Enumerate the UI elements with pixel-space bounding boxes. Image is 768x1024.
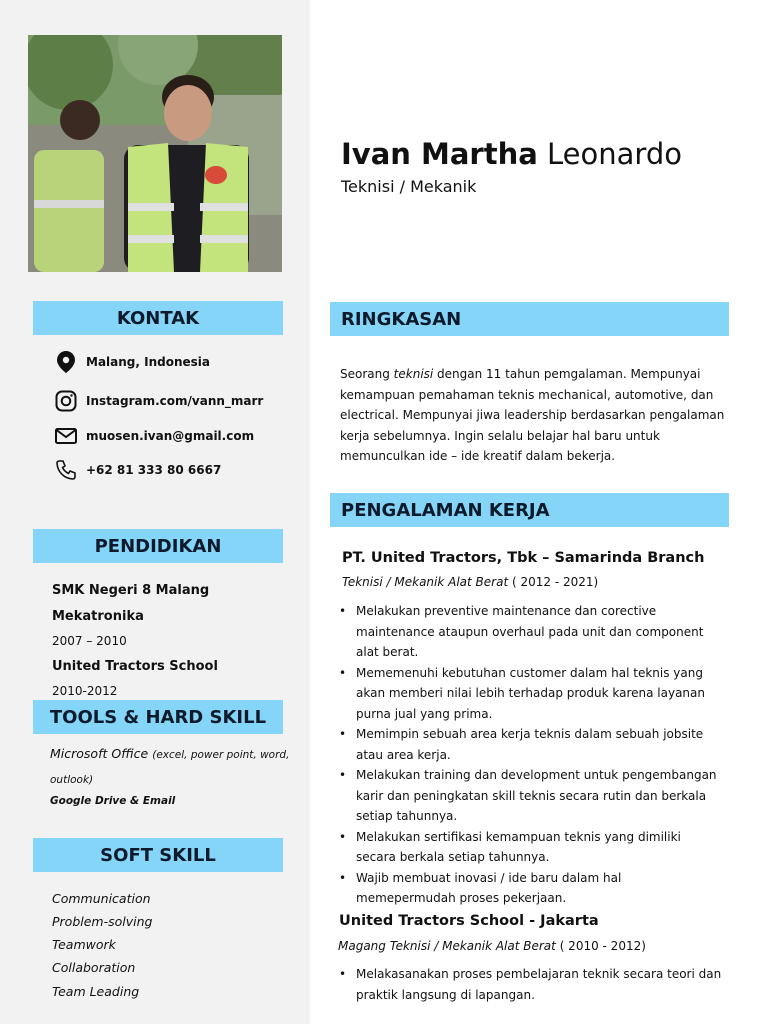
contact-instagram[interactable] [54,389,263,413]
full-name [341,137,682,171]
education-years-2: 2010-2012 [52,684,118,698]
location-pin-icon [54,350,78,374]
list-item: • Memimpin sebuah area kerja teknis dalam sebuah jobsite atau area kerja. [334,724,724,765]
job1-bullets [334,601,724,909]
profile-photo [28,35,282,272]
job2-meta [338,939,646,953]
summary-prefix: Seorang [340,367,394,381]
job2-position: Magang Teknisi / Mekanik Alat Berat [338,939,556,953]
soft-skill-item: Problem-solving [52,914,153,929]
instagram-icon [54,389,78,413]
job2-company: United Tractors School - Jakarta [339,913,599,929]
contact-instagram-text[interactable]: Instagram.com/vann_marr [86,394,264,408]
soft-skill-item: Team Leading [52,984,140,999]
tools-office-detail: (excel, power point, word, outlook) [50,749,290,786]
education-heading: PENDIDIKAN [33,529,283,563]
education-school-1: SMK Negeri 8 Malang [52,583,210,598]
soft-skill-item: Collaboration [52,960,136,975]
tools-google: Google Drive & Email [50,795,176,807]
job1-position: Teknisi / Mekanik Alat Berat [342,575,509,589]
job-role: Teknisi / Mekanik [341,177,477,196]
list-item: • Melakukan sertifikasi kemampuan teknis yang dimiliki secara berkala setiap tahunnya. [334,827,724,868]
contact-location-text: Malang, Indonesia [86,355,210,369]
list-item: • Melakasanakan proses pembelajaran teknik secara teori dan praktik langsung di lapangan. [334,964,724,1005]
soft-skill-heading: SOFT SKILL [33,838,283,872]
education-major-1: Mekatronika [52,609,144,624]
job1-company: PT. United Tractors, Tbk – Samarinda Branch [342,550,705,566]
contact-location [54,350,210,374]
contact-email-text[interactable]: muosen.ivan@gmail.com [86,429,255,443]
job1-period: ( 2012 - 2021) [511,575,599,589]
list-item: • Melakukan preventive maintenance dan corective maintenance ataupun overhaul pada unit dan component alat berat. [334,601,724,663]
job2-bullets [334,964,724,1005]
experience-heading: PENGALAMAN KERJA [330,493,729,527]
job1-meta [342,575,598,589]
summary-body: dengan 11 tahun pemgalaman. Mempunyai kemampuan pemahaman teknis mechanical, automotive, dan electrical. Mempunyai jiwa leadership berdasarkan pengalaman kerja sebelumnya. Ingin selalu belajar hal baru untuk memunculkan ide – ide kreatif dalam bekerja. [340,367,725,463]
contact-phone[interactable] [54,458,221,482]
summary-text [340,364,725,467]
summary-italic-word: teknisi [393,367,434,381]
tools-heading: TOOLS & HARD SKILL [33,700,283,734]
mail-icon [54,424,78,448]
tools-office-label: Microsoft Office [50,746,149,761]
tools-office [50,742,290,792]
soft-skill-item: Teamwork [52,937,116,952]
phone-icon [54,458,78,482]
summary-heading: RINGKASAN [330,302,729,336]
contact-phone-text[interactable]: +62 81 333 80 6667 [86,463,222,477]
first-name: Ivan Martha [341,137,538,171]
profile-photo-image [28,35,282,272]
education-school-2: United Tractors School [52,659,218,674]
list-item: • Wajib membuat inovasi / ide baru dalam hal memepermudah proses pekerjaan. [334,868,724,909]
list-item: • Mememenuhi kebutuhan customer dalam hal teknis yang akan memberi nilai lebih terhadap produk karena layanan purna jual yang prima. [334,663,724,725]
soft-skill-item: Communication [52,891,151,906]
job2-period: ( 2010 - 2012) [559,939,646,953]
contact-email[interactable] [54,424,254,448]
last-name: Leonardo [547,137,682,171]
contact-heading: KONTAK [33,301,283,335]
list-item: • Melakukan training dan development untuk pengembangan karir dan peningkatan skill teknis secara rutin dan berkala setiap tahunnya. [334,765,724,827]
education-years-1: 2007 – 2010 [52,634,127,648]
